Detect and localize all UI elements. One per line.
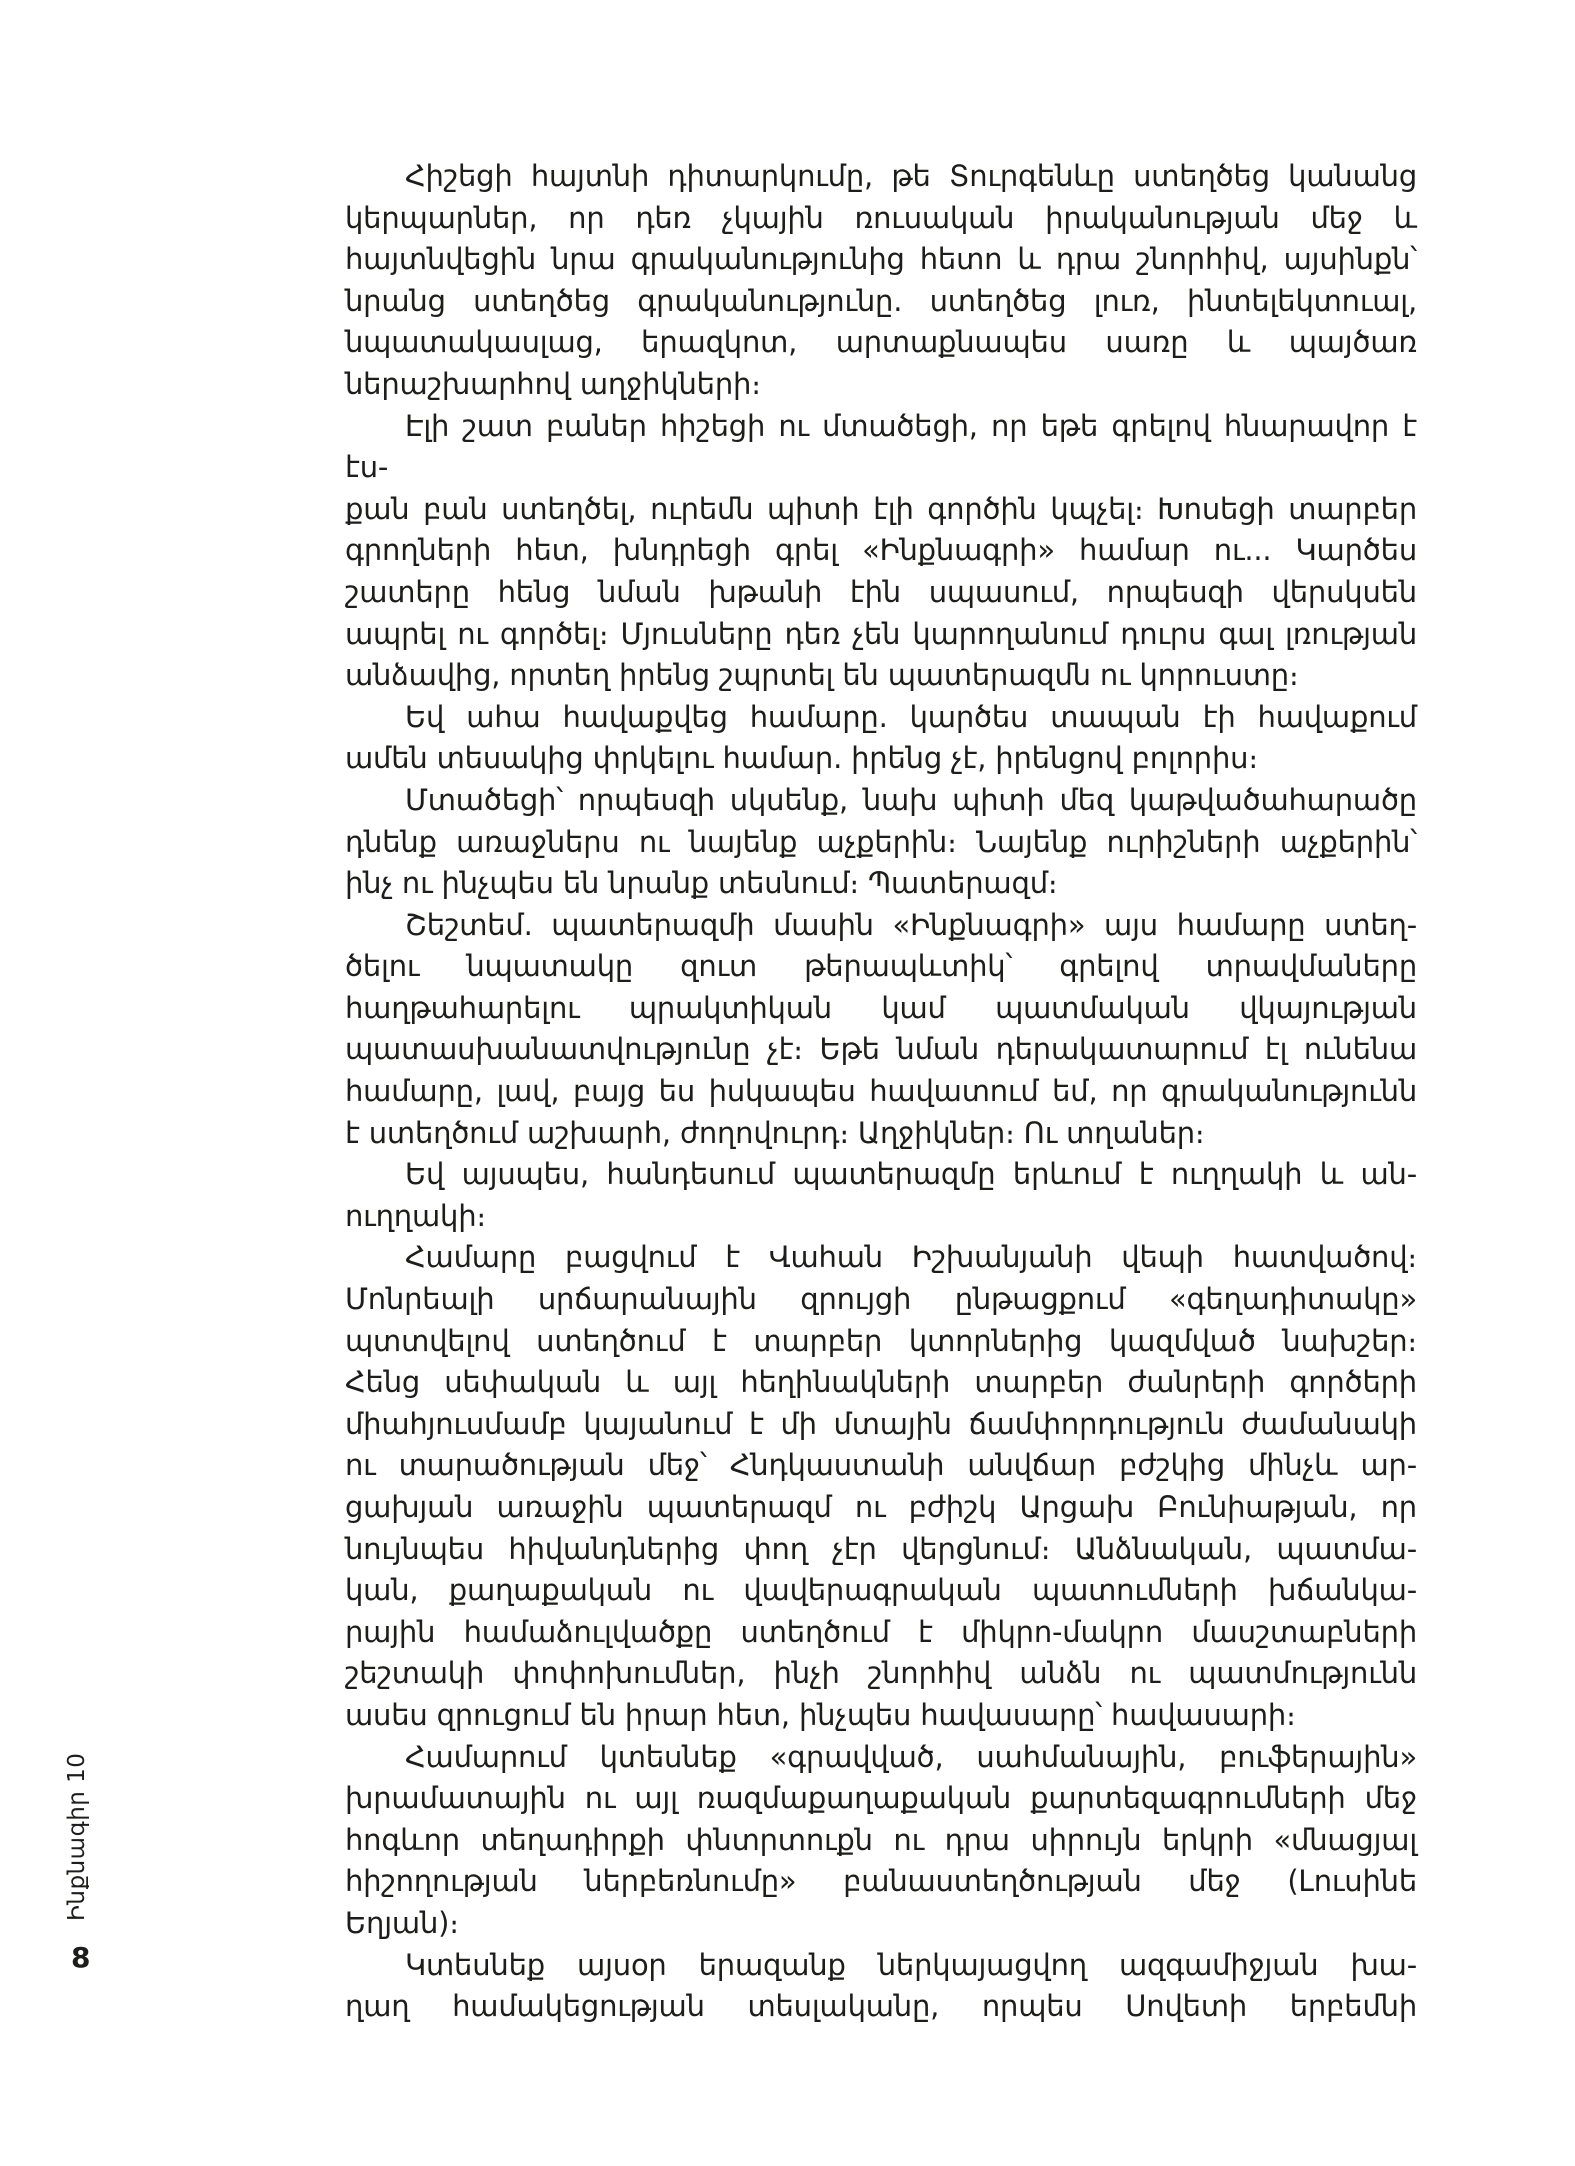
text-line: Համարը բացվում է Վահան Իշխանյանի վեպի հատվածով։ [405,1240,1417,1275]
text-line: Եվ ահա հավաքվեց համարը. կարծես տապան էի հավաքում [405,699,1417,734]
text-line: դնենք առաջներս ու նայենք աչքերին։ Նայենք ուրիշների աչքերին՝ [345,824,1417,859]
text-line: Հենց սեփական և այլ հեղինակների տարբեր ժանրերի գործերի [345,1365,1417,1400]
text-line: ուղղակի։ [345,1198,486,1233]
text-line: գրողների հետ, խնդրեցի գրել «Ինքնագրի» համար ու... Կարծես [345,533,1417,568]
text-line: նույնպես հիվանդներից փող չէր վերցնում։ Անձնական, պատմա- [345,1531,1417,1566]
page-number: 8 [71,1941,91,1974]
text-line: ծելու նպատակը զուտ թերապևտիկ՝ գրելով տրավմաները [345,949,1417,984]
text-line: Շեշտեմ. պատերազմի մասին «Ինքնագրի» այս համարը ստեղ- [405,907,1417,942]
text-line: Կտեսնեք այսօր երազանք ներկայացվող ազգամիջյան խա- [405,1947,1417,1982]
text-line: հայտնվեցին նրա գրականությունից հետո և դրա շնորհիվ, այսինքն՝ [345,242,1417,277]
text-line: կան, քաղաքական ու վավերագրական պատումների խճանկա- [345,1573,1417,1608]
text-line: հաղթահարելու պրակտիկան կամ պատմական վկայության [345,990,1417,1025]
text-line: ինչ ու ինչպես են նրանք տեսնում։ Պատերազմ։ [345,866,1058,901]
text-line: ամեն տեսակից փրկելու համար. իրենց չէ, իրենցով բոլորիս։ [345,741,1258,776]
text-line: ու տարածության մեջ՝ Հնդկաստանի անվճար բժշկից մինչև ար- [345,1448,1417,1483]
text-line: է ստեղծում աշխարհ, ժողովուրդ։ Աղջիկներ։ Ու տղաներ։ [345,1115,1205,1150]
body-text [345,156,1417,2028]
text-line: Եվ այսպես, հանդեսում պատերազմը երևում է ուղղակի և ան- [405,1157,1417,1192]
text-line: Մոնրեալի սրճարանային զրույցի ընթացքում «գեղադիտակը» [345,1282,1417,1317]
journal-title-vertical: Ինքնագիր 10 [64,1752,90,1921]
text-line: շատերը հենց նման խթանի էին սպասում, որպեսզի վերսկսեն [345,574,1417,609]
text-line: պտտվելով ստեղծում է տարբեր կտորներից կազմված նախշեր։ [345,1323,1417,1358]
text-line: համարը, լավ, բայց ես իսկապես հավատում եմ, որ գրականությունն [345,1074,1417,1109]
text-line: շեշտակի փոփոխումներ, ինչի շնորհիվ անձն ու պատմությունն [345,1656,1417,1691]
text-line: րային համաձուլվածքը ստեղծում է միկրո-մակրո մասշտաբների [345,1614,1417,1649]
text-line: ներաշխարհով աղջիկների։ [345,366,761,401]
text-line: Եղյան)։ [345,1905,459,1940]
text-line: պատասխանատվությունը չէ։ Եթե նման դերակատարում էլ ունենա [345,1032,1417,1067]
text-line: անձավից, որտեղ իրենց շպրտել են պատերազմն ու կորուստը։ [345,658,1299,693]
text-line: Հիշեցի հայտնի դիտարկումը, թե Տուրգենևը ստեղծեց կանանց [405,159,1417,193]
text-line: հոգևոր տեղադիրքի փնտրտուքն ու դրա սիրույն երկրի «մնացյալ [345,1822,1417,1857]
text-line: կերպարներ, որ դեռ չկային ռուսական իրականության մեջ և [345,200,1417,235]
text-line: ցախյան առաջին պատերազմ ու բժիշկ Արցախ Բունիաթյան, որ [345,1490,1417,1524]
text-line: ասես զրուցում են իրար հետ, ինչպես հավասարը՝ հավասարի։ [345,1697,1296,1732]
text-line: ղաղ համակեցության տեսլականը, որպես Սովետի երբեմնի [345,1989,1417,2024]
text-line: խրամատային ու այլ ռազմաքաղաքական քարտեզագրումների մեջ [345,1781,1417,1816]
text-line: նպատակասլաց, երազկոտ, արտաքնապես սառը և պայծառ [345,325,1417,360]
text-line: ապրել ու գործել։ Մյուսները դեռ չեն կարողանում դուրս գալ լռության [345,616,1417,651]
text-line: հիշողության ներբեռնումը» բանաստեղծության մեջ (Լուսինե [345,1864,1417,1899]
text-line: Համարում կտեսնեք «գրավված, սահմանային, բուֆերային» [405,1739,1417,1774]
text-line: միահյուսմամբ կայանում է մի մտային ճամփորդություն ժամանակի [345,1406,1417,1441]
text-line: նրանց ստեղծեց գրականությունը. ստեղծեց լուռ, ինտելեկտուալ, [345,283,1417,318]
text-line: քան բան ստեղծել, ուրեմն պիտի էլի գործին կպչել։ Խոսեցի տարբեր [345,491,1417,526]
text-line: Էլի շատ բաներ հիշեցի ու մտածեցի, որ եթե գրելով հնարավոր է էս- [345,408,1417,485]
text-line: Մտածեցի՝ որպեսզի սկսենք, նախ պիտի մեզ կաթվածահարածը [405,782,1417,817]
